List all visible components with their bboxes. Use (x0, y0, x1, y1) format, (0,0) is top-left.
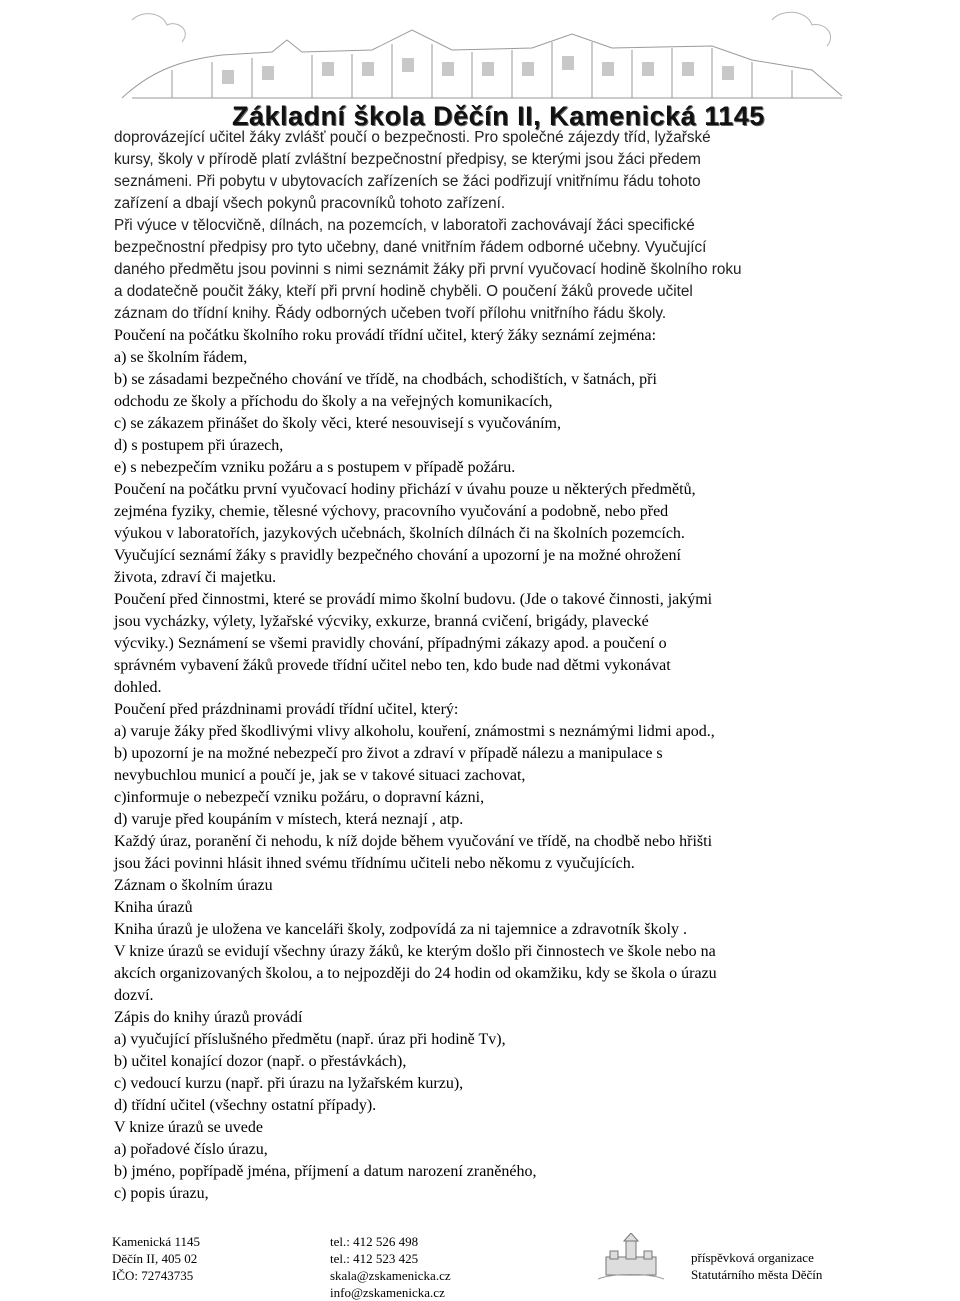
text-line: a) pořadové číslo úrazu, (114, 1141, 268, 1158)
text-line: záznam do třídní knihy. Řády odborných učeben tvoří přílohu vnitřního řádu školy. (114, 305, 667, 322)
text-line: života, zdraví či majetku. (114, 569, 277, 586)
text-line: jsou žáci povinni hlásit ihned svému třídnímu učiteli nebo někomu z vyučujících. (114, 855, 635, 872)
footer-ico: IČO: 72743735 (112, 1268, 194, 1283)
text-line: správném vybavení žáků provede třídní učitel nebo ten, kdo bude nad dětmi vykonávat (114, 657, 671, 674)
footer-contacts (330, 1233, 451, 1301)
text-line: akcích organizovaných školou, a to nejpozději do 24 hodin od okamžiku, kdy se škola o úrazu (114, 965, 717, 982)
castle-illustration (598, 1233, 664, 1281)
text-line: Poučení před činnostmi, které se provádí mimo školní budovu. (Jde o takové činnosti, jakými (114, 591, 713, 608)
text-line: b) se zásadami bezpečného chování ve třídě, na chodbách, schodištích, v šatnách, při (114, 371, 657, 388)
text-line: b) upozorní je na možné nebezpečí pro život a zdraví v případě nálezu a manipulace s (114, 745, 663, 762)
footer-email[interactable]: skala@zskamenicka.cz (330, 1268, 451, 1283)
text-line: d) varuje před koupáním v místech, která neznají , atp. (114, 811, 464, 828)
text-line: a) se školním řádem, (114, 349, 248, 366)
text-line: V knize úrazů se uvede (114, 1119, 263, 1136)
footer-email[interactable]: info@zskamenicka.cz (330, 1285, 445, 1300)
text-line: jsou vycházky, výlety, lyžařské výcviky, exkurze, branná cvičení, brigády, plavecké (114, 613, 649, 630)
text-line: nevybuchlou municí a poučí je, jak se v takové situaci zachovat, (114, 767, 526, 784)
footer-address-line: Děčín II, 405 02 (112, 1251, 198, 1266)
text-line: a) varuje žáky před škodlivými vlivy alkoholu, kouření, známostmi s neznámými lidmi apod., (114, 723, 715, 740)
text-line: b) učitel konající dozor (např. o přestávkách), (114, 1053, 407, 1070)
text-line: d) třídní učitel (všechny ostatní případy). (114, 1097, 377, 1114)
text-line: dozví. (114, 987, 154, 1004)
text-line: d) s postupem při úrazech, (114, 437, 284, 454)
text-line: Kniha úrazů je uložena ve kanceláři školy, zodpovídá za ni tajemnice a zdravotník školy . (114, 921, 687, 938)
text-line: doprovázející učitel žáky zvlášť poučí o bezpečnosti. Pro společné zájezdy tříd, lyžařské (114, 129, 711, 146)
text-line: zejména fyziky, chemie, tělesné výchovy, pracovního vyučování a podobně, nebo před (114, 503, 669, 520)
text-line: Poučení před prázdninami provádí třídní učitel, který: (114, 701, 459, 718)
text-line: daného předmětu jsou povinni s nimi seznámit žáky při první vyučovací hodině školního roku (114, 261, 742, 278)
text-line: Poučení na počátku první vyučovací hodiny přichází v úvahu pouze u některých předmětů, (114, 481, 696, 498)
text-line: kursy, školy v přírodě platí zvláštní bezpečnostní předpisy, se kterými jsou žáci předem (114, 151, 701, 168)
text-line: Vyučující seznámí žáky s pravidly bezpečného chování a upozorní je na možné ohrožení (114, 547, 681, 564)
text-line: seznámeni. Při pobytu v ubytovacích zařízeních se žáci podřizují vnitřnímu řádu tohoto (114, 173, 701, 190)
text-line: Záznam o školním úrazu (114, 877, 273, 894)
footer-phone: tel.: 412 523 425 (330, 1251, 419, 1266)
text-line: c) se zákazem přinášet do školy věci, které nesouvisejí s vyučováním, (114, 415, 561, 432)
text-line: V knize úrazů se evidují všechny úrazy žáků, ke kterým došlo při činnostech ve škole nebo na (114, 943, 716, 960)
text-line: Při výuce v tělocvičně, dílnách, na pozemcích, v laboratoři zachovávají žáci specifické (114, 217, 695, 234)
text-line: výukou v laboratořích, jazykových učebnách, školních dílnách či na školních pozemcích. (114, 525, 685, 542)
footer-org-founder: Statutárního města Děčín (691, 1267, 823, 1282)
text-line: c) popis úrazu, (114, 1185, 209, 1202)
text-line: Každý úraz, poranění či nehodu, k níž dojde během vyučování ve třídě, na chodbě nebo hřišti (114, 833, 713, 850)
text-line: výcviky.) Seznámení se všemi pravidly chování, případnými zákazy apod. a poučení o (114, 635, 667, 652)
text-line: dohled. (114, 679, 162, 696)
text-line: c)informuje o nebezpečí vzniku požáru, o dopravní kázni, (114, 789, 485, 806)
text-line: Poučení na počátku školního roku provádí třídní učitel, který žáky seznámí zejména: (114, 327, 657, 344)
text-line: odchodu ze školy a příchodu do školy a na veřejných komunikacích, (114, 393, 553, 410)
text-line: c) vedoucí kurzu (např. při úrazu na lyžařském kurzu), (114, 1075, 464, 1092)
text-line: e) s nebezpečím vzniku požáru a s postupem v případě požáru. (114, 459, 516, 476)
text-line: zařízení a dbají všech pokynů pracovníků tohoto zařízení. (114, 195, 506, 212)
footer-organization (691, 1249, 822, 1283)
text-line: Zápis do knihy úrazů provádí (114, 1009, 303, 1026)
footer-address (112, 1233, 200, 1284)
text-line: b) jméno, popřípadě jména, příjmení a datum narození zraněného, (114, 1163, 537, 1180)
school-name-title: Základní škola Děčín II, Kamenická 1145 (232, 101, 765, 131)
text-line: Kniha úrazů (114, 899, 193, 916)
footer-address-line: Kamenická 1145 (112, 1234, 200, 1249)
text-line: bezpečnostní předpisy pro tyto učebny, dané vnitřním řádem odborné učebny. Vyučující (114, 239, 707, 256)
footer-org-type: příspěvková organizace (691, 1250, 814, 1265)
text-line: a dodatečně poučit žáky, kteří při první hodině chyběli. O poučení žáků provede učitel (114, 283, 693, 300)
text-line: a) vyučující příslušného předmětu (např. úraz při hodině Tv), (114, 1031, 506, 1048)
document-body (114, 127, 849, 1205)
footer-phone: tel.: 412 526 498 (330, 1234, 419, 1249)
page-footer (0, 1233, 960, 1300)
